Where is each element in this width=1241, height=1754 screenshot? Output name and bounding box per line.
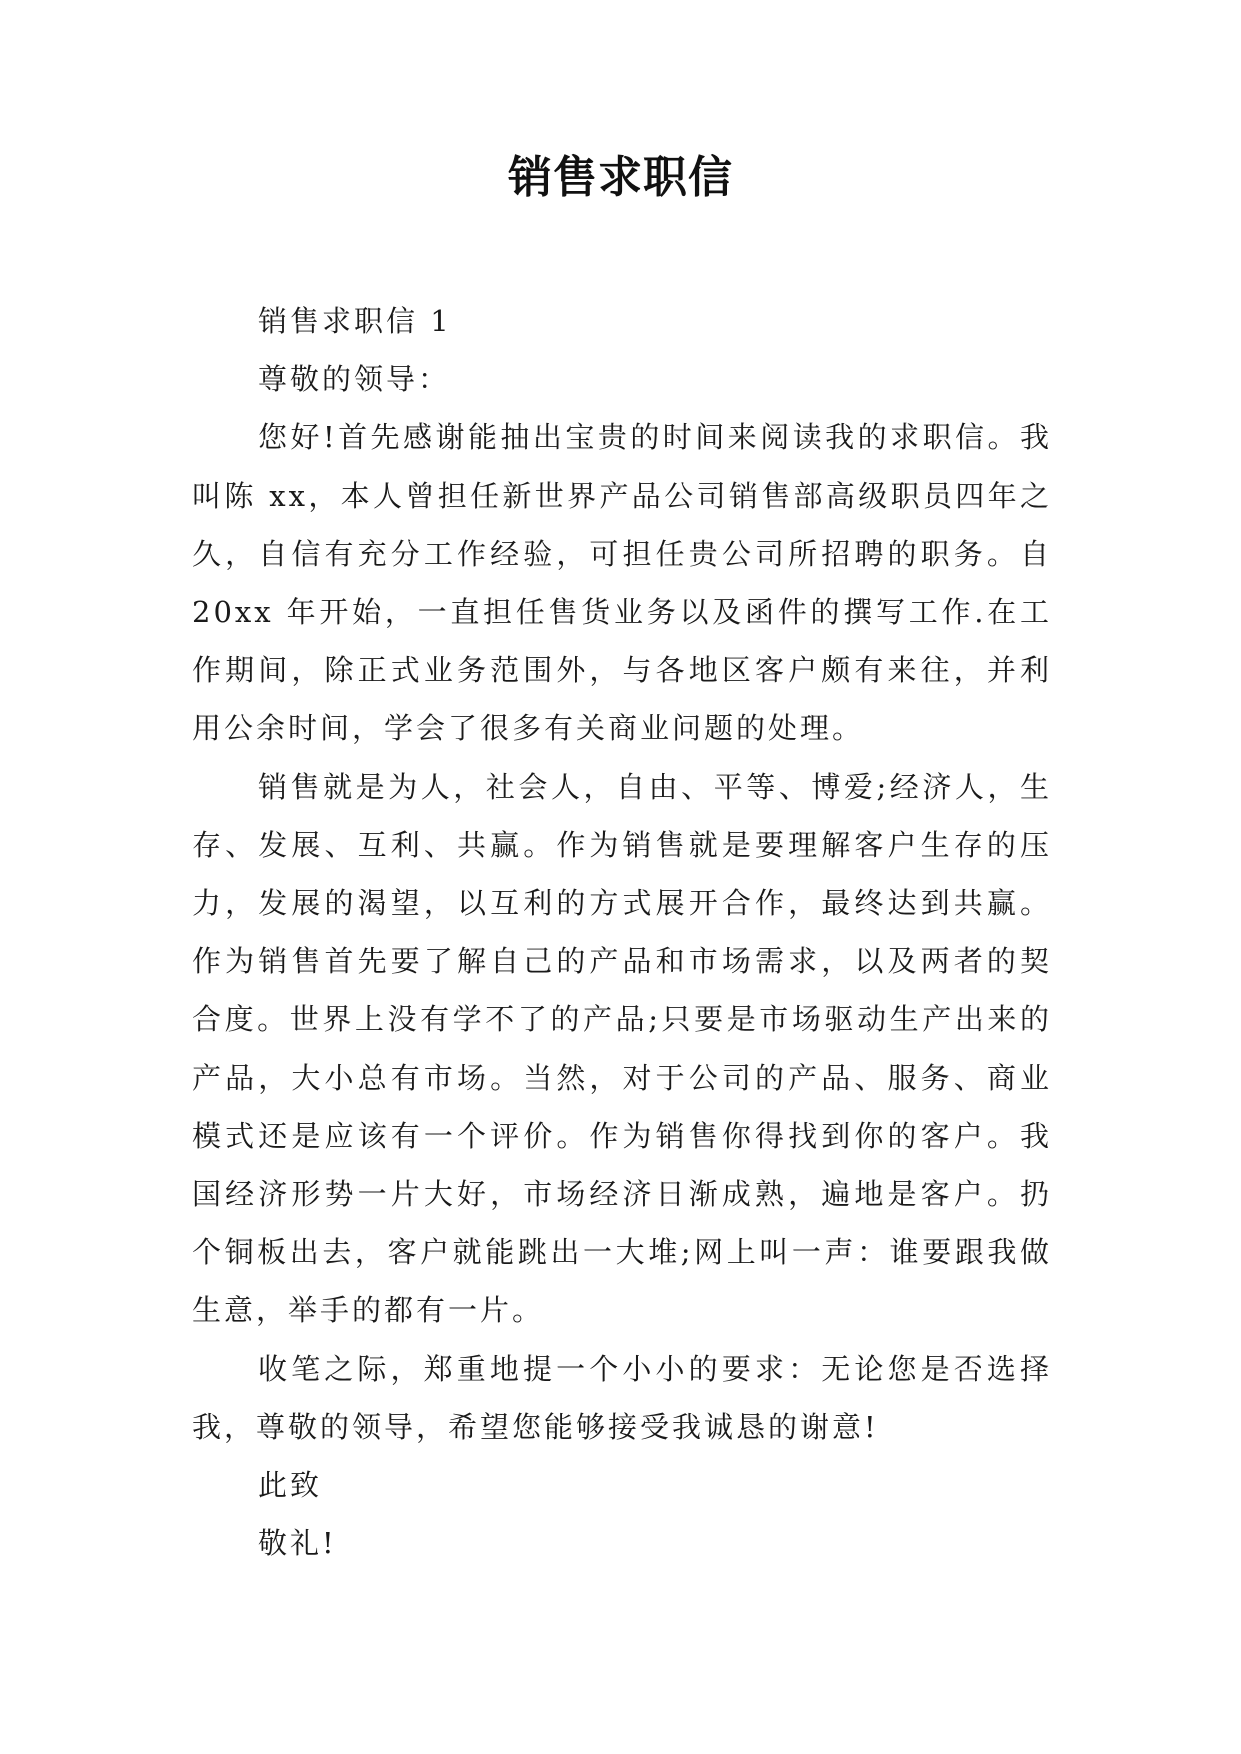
closing-line-2: 敬礼! — [258, 1526, 337, 1561]
letter-heading: 销售求职信 1 — [258, 304, 452, 338]
paragraph-sales: 销售就是为人，社会人，自由、平等、博爱;经济人，生存、发展、互利、共赢。作为销售就是要理解客户生存的压力，发展的渴望，以互利的方式展开合作，最终达到共赢。作为销售首先要了解自己的产品和市场需求，以及两者的契合度。世界上没有学不了的产品;只要是市场驱动生产出来的产品，大小总有市场。当然，对于公司的产品、服务、商业模式还是应该有一个评价。作为销售你得找到你的客户。我国经济形势一片大好，市场经济日渐成熟，遍地是客户。扔个铜板出去，客户就能跳出一大堆;网上叫一声：谁要跟我做生意，举手的都有一片。 — [192, 769, 1052, 1328]
closing-line-1: 此致 — [258, 1468, 323, 1503]
paragraph-closing-request: 收笔之际，郑重地提一个小小的要求：无论您是否选择我，尊敬的领导，希望您能够接受我诚恳的谢意! — [192, 1351, 1052, 1444]
salutation: 尊敬的领导： — [258, 362, 451, 397]
letter-body — [192, 292, 1052, 1572]
document-title: 销售求职信 — [508, 152, 733, 203]
paragraph-intro: 您好!首先感谢能抽出宝贵的时间来阅读我的求职信。我叫陈 xx，本人曾担任新世界产品公司销售部高级职员四年之久，自信有充分工作经验，可担任贵公司所招聘的职务。自 20xx 年开始，一直担任售货业务以及函件的撰写工作.在工作期间，除正式业务范围外，与各地区客户颇有来往，并利用公余时间，学会了很多有关商业问题的处理。 — [192, 420, 1052, 746]
